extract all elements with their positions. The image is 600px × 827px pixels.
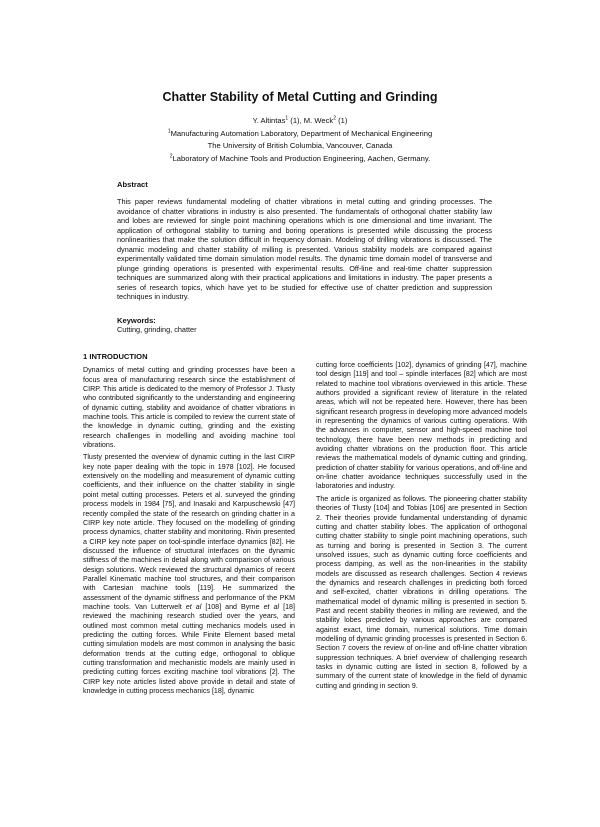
right-column bbox=[316, 361, 527, 691]
intro-paragraph-4: The article is organized as follows. The pioneering chatter stability theories of Tlusty [104] and Tobias [106] are presented in Section 2. Their theories provide fundamental understanding of dynamic cutting and chatter stability lobes. The application of orthogonal cutting chatter stability to single point machining operations, such as turning and boring is presented in Section 3. The current unsolved issues, such as dynamic cutting force coefficients and process damping, as well as the non-linearities in the stability models are discussed as research challenges. Section 4 reviews the dynamics and research challenges in predicting both forced and self-excited, chatter vibrations in drilling operations. The mathematical model of dynamic milling is presented in section 5. Past and recent stability theories in milling are reviewed, and the stability lobes predicted by various approaches are compared against exact, time domain, numerical solutions. Time domain modelling of dynamic grinding processes is presented in Section 6. Section 7 covers the review of on-line and off-line chatter vibration suppression techniques. A brief overview of challenging research tasks in dynamic cutting are listed in section 8, followed by a summary of the current state of knowledge in the field of dynamic cutting and grinding in section 9. bbox=[316, 494, 527, 690]
intro-p2-italic-1: et al bbox=[185, 602, 202, 611]
author-2-tail: (1) bbox=[335, 116, 348, 125]
paper-title: Chatter Stability of Metal Cutting and Grinding bbox=[162, 90, 438, 104]
section-heading-introduction: 1 INTRODUCTION bbox=[83, 352, 148, 361]
affiliation-2 bbox=[0, 153, 600, 166]
affiliation-1-sup: 1 bbox=[167, 127, 171, 134]
keywords-heading: Keywords: bbox=[117, 316, 156, 325]
left-column bbox=[83, 352, 295, 696]
affiliation-2-sup: 2 bbox=[169, 152, 173, 159]
affiliation-1-text: Manufacturing Automation Laboratory, Department of Mechanical Engineering bbox=[170, 128, 433, 138]
intro-p2-italic-2: et al bbox=[263, 602, 280, 611]
abstract-heading: Abstract bbox=[117, 180, 148, 189]
affiliation-1 bbox=[0, 128, 600, 141]
author-1-sup: 1 bbox=[285, 115, 289, 122]
author-1: Y. Altintas bbox=[252, 116, 286, 125]
affiliation-2-text: Laboratory of Machine Tools and Production Engineering, Aachen, Germany. bbox=[172, 153, 431, 163]
affiliation-1b: The University of British Columbia, Vancouver, Canada bbox=[207, 141, 393, 150]
authors-line bbox=[0, 115, 600, 128]
intro-p2-part-c: [18] reviewed the machining research studied over the years, and outlined most common metal cutting mechanics models used in predicting the cutting forces. While Finite Element based metal cutting simulation models are most common in analysing the basic deformation trends at the cutting edge, orthogonal to oblique cutting transformation and mechanistic models are mainly used in predicting cutting forces exciting machine tool vibrations [2]. The CIRP key note articles listed above provide in detail and state of knowledge in cutting process mechanics [18], dynamic bbox=[83, 602, 295, 696]
intro-paragraph-2 bbox=[83, 453, 295, 696]
author-block bbox=[0, 115, 600, 165]
intro-p2-part-b: [108] and Byrne bbox=[201, 602, 264, 611]
author-2-sup: 2 bbox=[333, 115, 336, 122]
intro-paragraph-1: Dynamics of metal cutting and grinding processes have been a focus area of manufacturing research since the establishment of CIRP. This article is dedicated to the memory of Professor J. Tlusty who contributed significantly to the understanding and engineering of dynamic cutting, stability and avoidance of chatter vibrations in machine tools. This article is compiled to review the current state of the knowledge in dynamic cutting, grinding and the existing research challenges in modelling and avoiding machine tool vibrations. bbox=[83, 366, 295, 450]
abstract-body: This paper reviews fundamental modeling of chatter vibrations in metal cutting and grinding processes. The avoidance of chatter vibrations in industry is also presented. The fundamentals of orthogonal chatter stability law and lobes are reviewed for single point machining operations which is one dimensional and time invariant. The application of orthogonal stability to turning and boring operations is presented while discussing the process nonlinearities that make the solution difficult in frequency domain. Modeling of drilling vibrations is discussed. The dynamic modeling and chatter stability of milling is presented. Various stability models are compared against experimentally validated time domain simulation model results. The dynamic time domain model of transverse and plunge grinding operations is presented with experimental results. Off-line and real-time chatter suppression techniques are summarized along with their practical applications and limitations in industry. The paper presents a series of research topics, which have yet to be studied for effective use of chatter prediction and suppression techniques in industry. bbox=[117, 197, 492, 301]
intro-paragraph-3: cutting force coefficients [102], dynamics of grinding [47], machine tool design [119] and tool – spindle interfaces [82] which are most related to machine tool vibrations overviewed in this article. These authors provided a significant review of literature in the related areas, which will not be repeated here. However, there has been significant research progress in developing more advanced models in representing the dynamics of various cutting operations. With the advances in computer, sensor and high-speed machine tool technology, there have been new methods in predicting and avoiding chatter vibrations on the production floor. This article reviews the mathematical models of dynamic cutting and grinding, prediction of chatter stability for various operations, and off-line and on-line chatter avoidance techniques successfully used in the laboratories and industry. bbox=[316, 361, 527, 491]
keywords-text: Cutting, grinding, chatter bbox=[117, 325, 197, 334]
author-2: (1), M. Weck bbox=[288, 116, 334, 125]
intro-p2-part-a: Tlusty presented the overview of dynamic cutting in the last CIRP key note paper dealing with the topic in 1978 [102]. He focused extensively on the modelling and measurement of dynamic cutting coefficients, and their influence on the chatter stability in single point metal cutting processes. Peters et al. surveyed the grinding process models in 1984 [75], and Inasaki and Karpuschewski [47] recently compiled the state of the research on grinding chatter in a CIRP key note article. They focused on the modelling of grinding process dynamics, chatter stability and monitoring. Rivin presented a CIRP key note paper on tool-spindle interface dynamics [82]. He discussed the influence of structural interfaces on the dynamic stiffness of the machines in detail along with comparison of various design solutions. Weck reviewed the structural dynamics of recent Parallel Kinematic machine tool structures, and their comparison with Cartesian machine tools [119]. He summarized the assessment of the dynamic stiffness and performance of the PKM machine tools. Van Lutterwelt bbox=[83, 453, 295, 611]
